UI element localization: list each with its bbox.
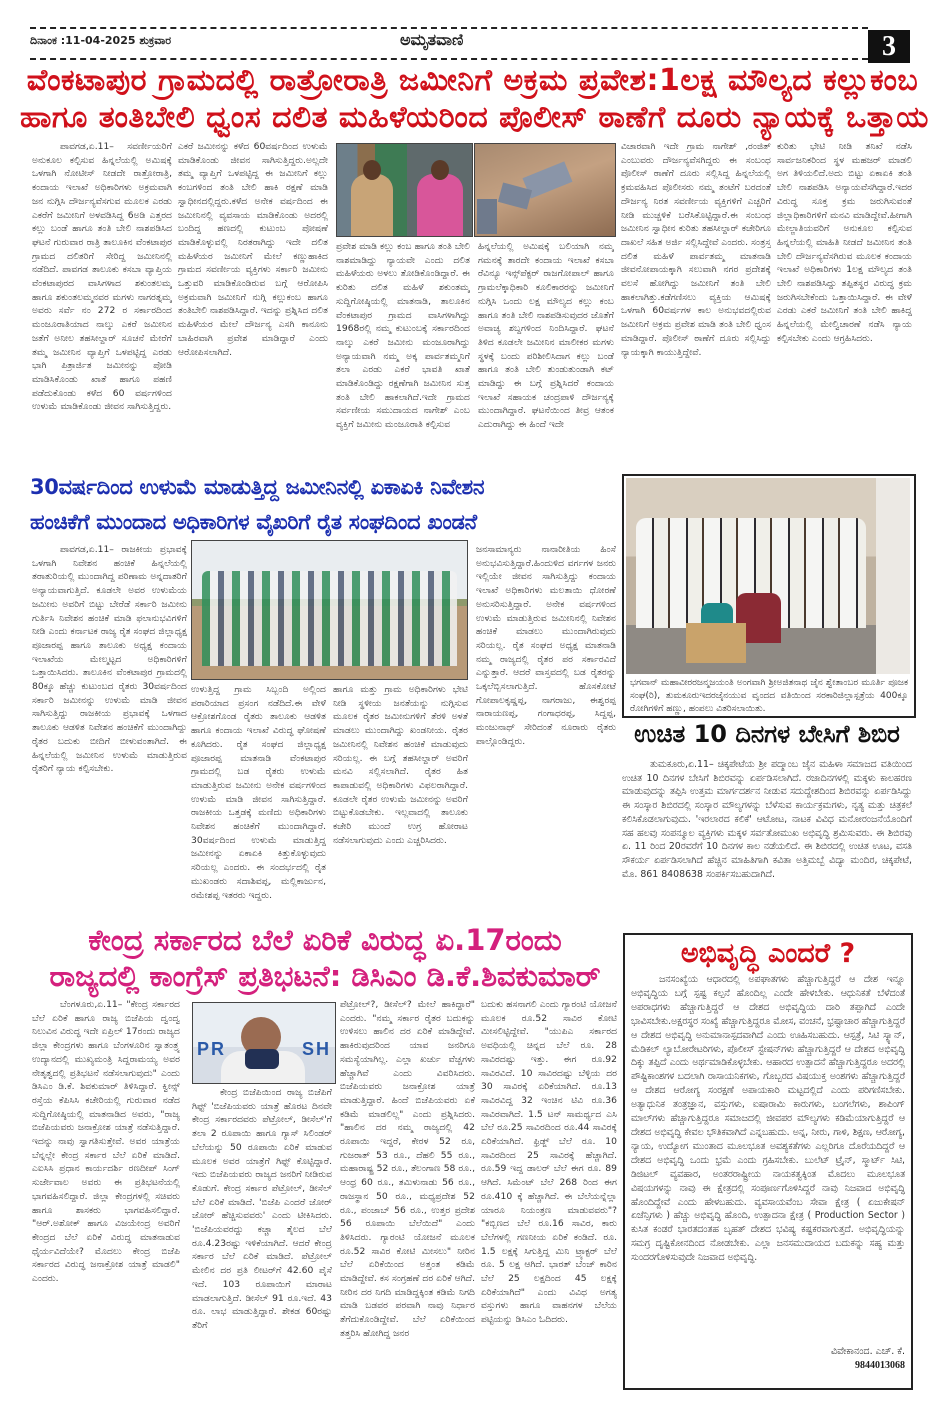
story2-text-2: ಉಳುತ್ತಿದ್ದ ಗ್ರಾಮ ಸಿಬ್ಬಂದಿ ಅಲ್ಲಿಂದ ಪರಾರಿಯಾದ ಪ್ರಸಂಗ ನಡೆದಿದೆ.ಈ ವೇಳೆ ಆಕ್ರೋಶಗೊಂಡ ರೈತರು ತಾಲೂಕು ಆಡಳಿತ ಹಾಗೂ ಕಂದಾಯ ಇಲಾಖೆ ವಿರುದ್ಧ ಘೋಷಣೆ ಕೂಗಿದರು. ರೈತ ಸಂಘದ ಜಿಲ್ಲಾಧ್ಯಕ್ಷ ಪೂಜಾರಪ್ಪ ಮಾತನಾಡಿ ವೆಂಕಟಾಪುರ ಗ್ರಾಮದಲ್ಲಿ ಬಡ ರೈತರು ಉಳುಮೆ ಮಾಡುತ್ತಿರುವ ಜಮೀನು ಅನೇಕ ವರ್ಷಗಳಿಂದ ಉಳುಮೆ ಮಾಡಿ ಜೀವನ ಸಾಗಿಸುತ್ತಿದ್ದಾರೆ. ರಾಜಕೀಯ ಒತ್ತಡಕ್ಕೆ ಮಣಿದು ಅಧಿಕಾರಿಗಳು ನಿವೇಶನ ಹಂಚಿಕೆಗೆ ಮುಂದಾಗಿದ್ದಾರೆ. 30ವರ್ಷದಿಂದ ಉಳುಮೆ ಮಾಡುತ್ತಿದ್ದ ಜಮೀನನ್ನು ಏಕಾಏಕಿ ಕಿತ್ತುಕೊಳ್ಳುವುದು ಸರಿಯಲ್ಲ ಎಂದರು. ಈ ಸಂದರ್ಭದಲ್ಲಿ ರೈತ ಮುಖಂಡರು ಸದಾಶಿವಪ್ಪ, ಮಲ್ಲಿಕಾರ್ಜುನ, ರಮೇಶಪ್ಪ ಇತರರು ಇದ್ದರು.: [191, 684, 326, 901]
photo-backdrop-letters-left: PR: [197, 1039, 227, 1059]
page-number: 3: [868, 30, 910, 63]
issue-date: ದಿನಾಂಕ :11-04-2025 ಶುಕ್ರವಾರ: [30, 34, 172, 47]
story3-headline-line2: ರಾಜ್ಯದಲ್ಲಿ ಕಾಂಗ್ರೆಸ್ ಪ್ರತಿಭಟನೆ: ಡಿಸಿಎಂ ಡಿ.ಕೆ.ಶಿವಕುಮಾರ್: [49, 959, 601, 993]
photo-backdrop-letters-right: SH: [301, 1039, 331, 1059]
story1-column-1: [32, 140, 172, 465]
story3-column-2: [192, 1086, 332, 1403]
photo-figure-1: [351, 174, 393, 236]
editorial-body: [631, 973, 905, 1345]
photo-wall: [876, 478, 910, 674]
story3-text-4: ಬದುಕು ಹಸನಾಗಲಿ ಎಂದು ಗ್ಯಾರಂಟಿ ಯೋಜನೆ ಮೂಲಕ ರೂ.52 ಸಾವಿರ ಕೋಟಿ ಮೀಸಲಿಟ್ಟಿದ್ದೇವೆ. "ಯುಪಿಎ ಸರ್ಕಾರದ ಅವಧಿಯಲ್ಲಿ ಚಿನ್ನದ ಬೆಲೆ ರೂ. 28 ಸಾವಿರದಷ್ಟು ಇತ್ತು. ಈಗ ರೂ.92 ಸಾವಿರವಿದೆ. 10 ಸಾವಿರದಷ್ಟು ಬೆಳ್ಳಿಯ ದರ 30 ಸಾವಿರಕ್ಕೆ ಏರಿಕೆಯಾಗಿದೆ. ರೂ.13 ಸಾವಿರವಿದ್ದ 32 ಇಂಚಿನ ಟಿವಿ ರೂ.36 ಸಾವಿರವಾಗಿದೆ. 1.5 ಟನ್ ಸಾಮರ್ಥ್ಯದ ಎಸಿ ಬೆಲೆ ರೂ.25 ಸಾವಿರದಿಂದ ರೂ.44 ಸಾವಿರಕ್ಕೆ ಏರಿಕೆಯಾಗಿದೆ. ಫ್ರಿಡ್ಜ್ ಬೆಲೆ ರೂ. 10 ಸಾವಿರದಿಂದ 25 ಸಾವಿರಕ್ಕೆ ಹೆಚ್ಚಾಗಿದೆ. ರೂ.59 ಇದ್ದ ಡಾಲರ್ ಬೆಲೆ ಈಗ ರೂ. 89 ಆಗಿದೆ. ಸಿಮೆಂಟ್ ಬೆಲೆ 268 ರಿಂದ ಈಗ ರೂ.410 ಕ್ಕೆ ಹೆಚ್ಚಾಗಿದೆ. ಈ ಬೆಲೆಯನ್ನೆಲ್ಲಾ ಯಾರೂ ನಿಯಂತ್ರಣ ಮಾಡುವವರು"? "ಕಬ್ಬಿಣದ ಬೆಲೆ ರೂ.16 ಸಾವಿರ, ಕಾರು ಬೆಲೆಗಳಲ್ಲಿ ಗಣನೀಯ ಏರಿಕೆ ಕಂಡಿದೆ. ರೂ. 1.5 ಲಕ್ಷಕ್ಕೆ ಸಿಗುತ್ತಿದ್ದ ಮಿನಿ ಟ್ರ್ಯಾಕ್ಟರ್ ಬೆಲೆ ರೂ. 5 ಲಕ್ಷ ಆಗಿದೆ. ಭಾರತ್ ಬೆಂಜ್ ಕಾರಿನ ಬೆಲೆ 25 ಲಕ್ಷದಿಂದ 45 ಲಕ್ಷಕ್ಕೆ ಏರಿಕೆಯಾಗಿದೆ" ಎಂದು ವಿವಿಧ ಅಗತ್ಯ ವಸ್ತುಗಳು ಹಾಗೂ ವಾಹನಗಳ ಬೆಲೆಯ ಪಟ್ಟಿಯನ್ನು ಡಿಸಿಎಂ ಓದಿದರು.: [481, 999, 617, 1326]
photo-figure-2-head: [431, 160, 449, 180]
story2-headline-line2: ಹಂಚಿಕೆಗೆ ಮುಂದಾದ ಅಧಿಕಾರಿಗಳ ವೈಖರಿಗೆ ರೈತ ಸಂಘದಿಂದ ಖಂಡನೆ: [30, 510, 477, 534]
editorial-box: [623, 933, 913, 1390]
story3-text-1: ಬೆಂಗಳೂರು,ಏ.11– "ಕೇಂದ್ರ ಸರ್ಕಾರದ ಬೆಲೆ ಏರಿಕೆ ಹಾಗೂ ರಾಜ್ಯ ಬಿಜೆಪಿಯ ದ್ವಂದ್ವ ನಿಲುವಿನ ವಿರುದ್ಧ ಇದೇ ಏಪ್ರಿಲ್ 17ರಂದು ರಾಜ್ಯದ ಜಿಲ್ಲಾ ಕೇಂದ್ರಗಳು ಹಾಗೂ ಬೆಂಗಳೂರಿನ ಸ್ವಾತಂತ್ರ್ಯ ಉದ್ಯಾನದಲ್ಲಿ ಮುಖ್ಯಮಂತ್ರಿ ಸಿದ್ದರಾಮಯ್ಯ ಅವರ ನೇತೃತ್ವದಲ್ಲಿ ಪ್ರತಿಭಟನೆ ನಡೆಸಲಾಗುವುದು" ಎಂದು ಡಿಸಿಎಂ ಡಿ.ಕೆ. ಶಿವಕುಮಾರ್ ತಿಳಿಸಿದ್ದಾರೆ. ಕ್ವೀನ್ಸ್ ರಸ್ತೆಯ ಕೆಪಿಸಿಸಿ ಕಚೇರಿಯಲ್ಲಿ ಗುರುವಾರ ನಡೆದ ಸುದ್ದಿಗೋಷ್ಠಿಯಲ್ಲಿ ಮಾತನಾಡಿದ ಅವರು, "ರಾಜ್ಯ ಬಿಜೆಪಿಯವರು ಜನಾಕ್ರೋಶ ಯಾತ್ರೆ ನಡೆಸುತ್ತಿದ್ದಾರೆ. ಇದನ್ನು ನಾವು ಸ್ವಾಗತಿಸುತ್ತೇವೆ. ಅವರ ಯಾತ್ರೆಯ ಬೆನ್ನಲ್ಲೇ ಕೇಂದ್ರ ಸರ್ಕಾರ ಬೆಲೆ ಏರಿಕೆ ಮಾಡಿದೆ. ಎಐಸಿಸಿ ಪ್ರಧಾನ ಕಾರ್ಯದರ್ಶಿ ರಣದೀಪ್ ಸಿಂಗ್ ಸುರ್ಜೇವಾಲ ಅವರು ಈ ಪ್ರತಿಭಟನೆಯಲ್ಲಿ ಭಾಗವಹಿಸಲಿದ್ದಾರೆ. ಜಿಲ್ಲಾ ಕೇಂದ್ರಗಳಲ್ಲಿ ಸಚಿವರು ಹಾಗೂ ಶಾಸಕರು ಭಾಗವಹಿಸಲಿದ್ದಾರೆ. "ಆರ್.ಅಶೋಕ್ ಹಾಗೂ ವಿಜಯೇಂದ್ರ ಅವರಿಗೆ ಕೇಂದ್ರದ ಬೆಲೆ ಏರಿಕೆ ವಿರುದ್ಧ ಮಾತನಾಡುವ ಧೈರ್ಯವಿದೆಯೇ? ಮೊದಲು ಕೇಂದ್ರ ಬಿಜೆಪಿ ಸರ್ಕಾರದ ವಿರುದ್ಧ ಜನಾಕ್ರೋಶ ಯಾತ್ರೆ ಮಾಡಲಿ" ಎಂದರು.: [32, 999, 180, 1285]
editorial-author: ವಿವೇಕಾನಂದ. ಎಚ್. ಕೆ.: [830, 1346, 905, 1357]
masthead: ಅಮೃತವಾಣಿ: [400, 30, 464, 49]
story1-text-5: ವಿಚಾರವಾಗಿ ಇದೇ ಗ್ರಾಮ ನಾಗೇಶ್ ,ರಂಜಿತ್ ಎಂಬುವರು ದೌರ್ಜನ್ಯವೆಸಗಿದ್ದರು ಈ ಸಂಬಂಧ ಪೊಲೀಸ್ ಠಾಣೆಗೆ ದೂರು ಸಲ್ಲಿಸಿದ್ದ ಹಿನ್ನಲೆಯಲ್ಲಿ ಕ್ರಮವಹಿಸಿದ ಪೊಲೀಸರು ನಮ್ಮ ತಂಟೆಗೆ ಬರದಂತೆ ದೌರ್ಜನ್ಯ ನಿರತ ಸವರ್ಣೀಯ ವ್ಯಕ್ತಿಗಳಿಗೆ ಎಚ್ಚರಿಗೆ ನೀಡಿ ಮುಚ್ಚಳಿಕೆ ಬರೆಸಿಕೊಟ್ಟಿದ್ದಾರೆ.ಈ ಸಂಬಂಧ ಜಮೀನಿನ ಸ್ವಾಧೀನ ಕುರಿತು ತಹಸೀಲ್ದಾರ್ ಕಚೇರಿಗೂ ದಾಖಲೆ ಸಹಿತ ಅರ್ಜಿ ಸಲ್ಲಿಸಿದ್ದೇವೆ ಎಂದರು. ಸಂತ್ರಸ್ತ ದಲಿತ ಮಹಿಳೆ ಪಾರ್ವತಮ್ಮ ಮಾತನಾಡಿ ಜೀವನೋಪಾಯಕ್ಕಾಗಿ ಸಲುವಾಗಿ ನಗರ ಪ್ರದೇಶಕ್ಕೆ ವಲಸೆ ಹೋಗಿದ್ದು ಜಮೀನಿಗೆ ತಂತಿ ಬೇಲಿ ಹಾಕಲಾಗಿತ್ತು.ಕಡೆಗಣಿಸಲು ವ್ಯಕ್ತಿಯ ಆಮಿಷಕ್ಕೆ ಒಳಗಾಗಿ 60ವರ್ಷಗಳ ಕಾಲ ಅನುಭವದಲ್ಲಿರುವ ಜಮೀನಿಗೆ ಅಕ್ರಮ ಪ್ರವೇಶ ಮಾಡಿ ತಂತಿ ಬೇಲಿ ಧ್ವಂಸ ಮಾಡಿದ್ದಾರೆ. ಪೊಲೀಸ್ ಠಾಣೆಗೆ ದೂರು ಸಲ್ಲಿಸಿದ್ದು ನ್ಯಾಯಕ್ಕಾಗಿ ಕಾಯುತ್ತಿದ್ದೇವೆ.: [621, 141, 771, 358]
group-photo-box: [622, 474, 916, 718]
story3-column-1: [32, 998, 180, 1403]
header-rule-top: [30, 27, 868, 29]
story1-text-2: ಎಕರೆ ಜಮೀನನ್ನು ಕಳೆದ 60ವರ್ಷದಿಂದ ಉಳುಮೆ ಮಾಡಿಕೊಂಡು ಜೀವನ ಸಾಗಿಸುತ್ತಿದ್ದರು.ಅಲ್ಲದೇ ತಮ್ಮ ವ್ಯಾಪ್ತಿಗೆ ಒಳಪಟ್ಟಿದ್ದ ಈ ಜಮೀನಿಗೆ ಕಲ್ಲು ಕಂಬಗಳಿಂದ ತಂತಿ ಬೇಲಿ ಹಾಕಿ ರಕ್ಷಣೆ ಮಾಡಿ ಸ್ವಾಧೀನದಲ್ಲಿದ್ದರು.ಕಳೆದ ಅನೇಕ ವರ್ಷದಿಂದ ಈ ಜಮೀನಿನಲ್ಲಿ ವ್ಯವಸಾಯ ಮಾಡಿಕೊಂಡು ಅದರಲ್ಲಿ ಬಂದಿದ್ದ ಹಣದಲ್ಲಿ ಕುಟುಂಬ ಪೋಷಣೆ ಮಾಡಿಕೊಳ್ಳುವಲ್ಲಿ ನಿರತರಾಗಿದ್ದು ಇದೇ ದಲಿತ ಮಹಿಳೆಯರ ಜಮೀನಿಗೆ ಮೇಲೆ ಕಣ್ಣುಹಾಕಿದ ಗ್ರಾಮದ ಸವರ್ಣೀಯ ವ್ಯಕ್ತಿಗಳು ಸರ್ಕಾರಿ ಜಮೀನು ಒತ್ತುವರಿ ಮಾಡಿಕೊಂಡಿರುವ ಬಗ್ಗೆ ಆರೋಪಿಸಿ ಅಕ್ರಮವಾಗಿ ಜಮೀನಿಗೆ ನುಗ್ಗಿ ಕಲ್ಲುಕಂಬ ಹಾಗೂ ತಂತಿಬೇಲಿ ನಾಶಪಡಿಸಿದ್ದಾರೆ. ಇದನ್ನು ಪ್ರಶ್ನಿಸಿದ ದಲಿತ ಮಹಿಳೆಯರ ಮೇಲೆ ದೌರ್ಜನ್ಯ ಎಸಗಿ ಕಾನೂನು ಬಾಹಿರವಾಗಿ ಪ್ರವೇಶ ಮಾಡಿದ್ದಾರೆ ಎಂದು ಆರೋಪಿಸಲಾಗಿದೆ.: [178, 141, 328, 358]
story1-column-3: [336, 240, 470, 465]
camp-body: [622, 758, 912, 923]
camp-text: ತುಮಕೂರು,ಏ.11– ಚಿಕ್ಕಪೇಟೆಯ ಶ್ರೀ ಪದ್ಮಾಂಬ ಜೈನ ಮಹಿಳಾ ಸಮಾಜದ ವತಿಯಿಂದ ಉಚಿತ 10 ದಿನಗಳ ಬೇಸಿಗೆ ಶಿಬಿರವನ್ನು ಏರ್ಪಡಿಸಲಾಗಿದೆ. ರಜಾದಿನಗಳಲ್ಲಿ ಮಕ್ಕಳು ಕಾಲಹರಣ ಮಾಡುವುದನ್ನು ತಪ್ಪಿಸಿ ಉತ್ತಮ ಮಾರ್ಗದರ್ಶನ ನೀಡುವ ಸದುದ್ದೇಶದಿಂದ ಶಿಬಿರವನ್ನು ಏರ್ಪಡಿಸಿದ್ದು ಈ ಸಂಸ್ಕಾರ ಶಿಬಿರದಲ್ಲಿ ಸಂಸ್ಕಾರ ಮೌಲ್ಯಗಳನ್ನು ಬೆಳೆಸುವ ಕಾರ್ಯಕ್ರಮಗಳು, ನೃತ್ಯ ಮತ್ತು ಚಿತ್ರಕಲೆ ಕಲಿಸಿಕೊಡಲಾಗುವುದು. 'ಇರಲಾರದ ಕಲಿಕೆ' ಆಟೋಟ, ನಾಟಕ ವಿವಿಧ ಮನೋರಂಜನೆಯೊಂದಿಗೆ ಸಹ ಹಲವು ಸಂಪನ್ಮೂಲ ವ್ಯಕ್ತಿಗಳು ಮಕ್ಕಳ ಸರ್ವತೋಮುಖ ಅಭಿವೃದ್ಧಿ ಶ್ರಮಿಸುವರು. ಈ ಶಿಬಿರವು ಏ. 11 ರಿಂದ 20ರವರೆಗೆ 10 ದಿನಗಳ ಕಾಲ ನಡೆಯಲಿದೆ. ಈ ಶಿಬಿರದಲ್ಲಿ ಉಚಿತ ಊಟ, ವಸತಿ ಸೌಕರ್ಯ ಏರ್ಪಡಿಸಲಾಗಿದೆ ಹೆಚ್ಚಿನ ಮಾಹಿತಿಗಾಗಿ ಕವಿತಾ ಅತ್ತಿಮಬ್ಬೆ ವಿದ್ಯಾ ಮಂದಿರ, ಚಿಕ್ಕಪೇಟೆ, ಮೊ. 861 8408638 ಸಂಪರ್ಕಿಸಬಹುದಾಗಿದೆ.: [622, 759, 912, 880]
photo-farmers-protest: [191, 540, 468, 680]
story3-column-4: [481, 998, 617, 1403]
photo-figure-1-head: [363, 160, 381, 180]
story1-text-1: ಪಾವಗಡ,ಏ.11– ಸವರ್ಣೀಯರಿಗೆ ಅನುಕೂಲ ಕಲ್ಪಿಸುವ ಹಿನ್ನಲೆಯಲ್ಲಿ ಅಮಿಷಕ್ಕೆ ಒಳಗಾಗಿ ನೋಟೀಸ್ ನೀಡದೇ ರಾತ್ರೋರಾತ್ರಿ, ಕಂದಾಯ ಇಲಾಖೆ ಅಧಿಕಾರಿಗಳು ಅಕ್ರಮವಾಗಿ ಜನ ನುಗ್ಗಿಸಿ ದೌರ್ಜನ್ಯವೆಸಗುವ ಮೂಲಕ ಎರಡು ಎಕರೆಗೆ ಜಮೀನಿಗೆ ಅಳವಡಿಸಿದ್ದ 6ಅಡಿ ಎತ್ತರದ ಕಲ್ಲು ಬಂಡೆ ಹಾಗೂ ತಂತಿ ಬೇಲಿ ನಾಶಪಡಿಸಿದ ಘಟನೆ ಗುರುವಾರ ರಾತ್ರಿ ತಾಲೂಕಿನ ವೆಂಕಟಾಪುರ ಗ್ರಾಮದ ದಲಿತರಿಗೆ ಸೇರಿದ್ದ ಜಮೀನಿನಲ್ಲಿ ನಡೆದಿದೆ. ಪಾವಗಡ ತಾಲೂಕು ಕಸಬಾ ವ್ಯಾಪ್ತಿಯ ವೆಂಕಟಾಪುರದ ವಾಸಿಗಳಾದ ಶಕುಂತಲಮ್ಮ ಹಾಗೂ ಶಕುಂತಲಮ್ಮನವರ ಮಗಳು ನಾಗರತ್ನಮ್ಮ ಅವರು ಸರ್ವೆ ನಂ 272 ರ ಸರ್ಕಾರದಿಂದ ಮಂಜೂರಾತಿಯಾದ ನಾಲ್ಕು ಎಕರೆ ಜಮೀನಿನ ಜತೆಗೆ ಅನೀಲ ತಹಸೀಲ್ದಾರ್ ಸೂಚನೆ ಮೇರೆಗೆ ತಮ್ಮ ಜಮೀನಿನ ವ್ಯಾಪ್ತಿಗೆ ಒಳಪಟ್ಟಿದ್ದ ಎರಡು ಭಾಗಿ ಪಿತ್ರಾರ್ಜಿತ ಜಮೀನನ್ನು ಪೋಡಿ ಮಾಡಿಸಿಕೊಂಡು ಖಾತೆ ಹಾಗೂ ಪಹಣಿ ಪಡೆದುಕೊಂಡು ಕಳೆದ 60 ವರ್ಷಗಳಿಂದ ಉಳುಮೆ ಮಾಡಿಕೊಂಡು ಜೀವನ ಸಾಗಿಸುತ್ತಿದ್ದರು.: [32, 141, 172, 413]
story3-headline-line1: ಕೇಂದ್ರ ಸರ್ಕಾರದ ಬೆಲೆ ಏರಿಕೆ ವಿರುದ್ಧ ಏ.17ರಂದು: [88, 923, 562, 957]
story2-column-2: [191, 683, 326, 918]
story2-headline-line1: 30ವರ್ಷದಿಂದ ಉಳುಮೆ ಮಾಡುತ್ತಿದ್ದ ಜಮೀನಿನಲ್ಲಿ ಏಕಾಏಕಿ ನಿವೇಶನ: [30, 475, 485, 499]
photo-crowd: [202, 571, 457, 666]
story2-text-3: ಹಾಗೂ ಮತ್ತು ಗ್ರಾಮ ಅಧಿಕಾರಿಗಳು ಭೇಟಿ ನೀಡಿ ಸ್ಥಳೀಯ ಜನತೆಯನ್ನು ನುಗ್ಗಿಸುವ ಮೂಲಕ ರೈತರ ಜಮೀನುಗಳಿಗೆ ತೆರಳಿ ಅಳತೆ ಮಾಡಲು ಮುಂದಾಗಿದ್ದು ಖಂಡನೀಯ. ರೈತರ ಜಮೀನಿನಲ್ಲಿ ನಿವೇಶನ ಹಂಚಿಕೆ ಮಾಡುವುದು ಸರಿಯಲ್ಲ. ಈ ಬಗ್ಗೆ ತಹಸೀಲ್ದಾರ್ ಅವರಿಗೆ ಮನವಿ ಸಲ್ಲಿಸಲಾಗಿದೆ. ರೈತರ ಹಿತ ಕಾಪಾಡುವಲ್ಲಿ ಅಧಿಕಾರಿಗಳು ವಿಫಲರಾಗಿದ್ದಾರೆ. ಕೂಡಲೇ ರೈತರ ಉಳುಮೆ ಜಮೀನನ್ನು ಅವರಿಗೆ ಬಿಟ್ಟುಕೊಡಬೇಕು. ಇಲ್ಲವಾದಲ್ಲಿ ತಾಲೂಕು ಕಚೇರಿ ಮುಂದೆ ಉಗ್ರ ಹೋರಾಟ ನಡೆಸಲಾಗುವುದು ಎಂದು ಎಚ್ಚರಿಸಿದರು.: [333, 684, 468, 846]
story1-column-6: [777, 140, 912, 465]
header-rule-bottom: [30, 58, 868, 60]
story2-text-4: ಜನಸಾಮಾನ್ಯರು ನಾನಾರೀತಿಯ ಹಿಂಸೆ ಅನುಭವಿಸುತ್ತಿದ್ದಾರೆ.ಹಿಂದುಳಿದ ವರ್ಗಗಳ ಜನರು ಇಲ್ಲಿಯೇ ಜೀವನ ಸಾಗಿಸುತ್ತಿದ್ದು ಕಂದಾಯ ಇಲಾಖೆ ಅಧಿಕಾರಿಗಳು ಮಲತಾಯಿ ಧೋರಣೆ ಅನುಸರಿಸುತ್ತಿದ್ದಾರೆ. ಅನೇಕ ವರ್ಷಗಳಿಂದ ಉಳುಮೆ ಮಾಡುತ್ತಿರುವ ಜಮೀನಿನಲ್ಲಿ ನಿವೇಶನ ಹಂಚಿಕೆ ಮಾಡಲು ಮುಂದಾಗಿರುವುದು ಸರಿಯಲ್ಲ. ರೈತ ಸಂಘದ ಅಧ್ಯಕ್ಷ ಮಾತನಾಡಿ ನಮ್ಮ ರಾಜ್ಯದಲ್ಲಿ ರೈತರ ಪರ ಸರ್ಕಾರವಿದೆ ಎನ್ನುತ್ತಾರೆ. ಆದರೆ ವಾಸ್ತವದಲ್ಲಿ ಬಡ ರೈತರನ್ನು ಒಕ್ಕಲೆಬ್ಬಿಸಲಾಗುತ್ತಿದೆ. ಹೊಸಕೋಟೆ ಗೋಪಾಲಕೃಷ್ಣಪ್ಪ, ನಾಗರಾಜು, ಈಶ್ವರಪ್ಪ ನಾರಾಯಣಪ್ಪ, ಗಂಗಾಧರಪ್ಪ, ಸಿದ್ದಪ್ಪ, ಮಂಜುನಾಥ್ ಸೇರಿದಂತೆ ನೂರಾರು ರೈತರು ಪಾಲ್ಗೊಂಡಿದ್ದರು.: [476, 544, 616, 747]
group-photo-caption: ಭಗವಾನ್ ಮಹಾವೀರರಜನ್ಮಜಯಂತಿ ಅಂಗವಾಗಿ ಶ್ರೀಅಜಿತನಾಥ ಜೈನ ಶ್ವೇತಾಂಬರ ಮೂರ್ತಿ ಪೂಜಕ ಸಂಘ(ರಿ), ತುಮಕೂರುಇದರಜೈನಯುವ ವೃಂದದ ವತಿಯಿಂದ ಸರಕಾರಿಜಿಲ್ಲಾಸ್ಪತ್ರೆಯ 400ಕ್ಕೂ ರೋಗಿಗಳಿಗೆ ಹಣ್ಣು, ಹಂಪಲು ವಿತರಿಸಲಾಯಿತು.: [630, 678, 908, 714]
story1-column-2: [178, 140, 328, 465]
story1-headline-line2: ಹಾಗೂ ತಂತಿಬೇಲಿ ಧ್ವಂಸ ದಲಿತ ಮಹಿಳೆಯರಿಂದ ಪೊಲೀಸ್ ಠಾಣೆಗೆ ದೂರು ನ್ಯಾಯಕ್ಕೆ ಒತ್ತಾಯ: [20, 100, 929, 135]
story3-column-3: [340, 998, 475, 1403]
editorial-text: ಜನಸಂಖ್ಯೆಯ ಆಧಾರದಲ್ಲಿ ಅಪಘಾತಗಳು ಹೆಚ್ಚಾಗುತ್ತಿದ್ದರೆ ಆ ದೇಶ ಇನ್ನೂ ಅಭಿವೃದ್ಧಿಯ ಬಗ್ಗೆ ಸ್ಪಷ್ಟ ಕಲ್ಪನೆ ಹೊಂದಿಲ್ಲ ಎಂದೇ ಹೇಳಬೇಕು. ಆಧುನಿಕತೆ ಬೆಳೆದಂತೆ ಅಪರಾಧಗಳು ಹೆಚ್ಚಾಗುತ್ತಿದ್ದರೆ ಆ ದೇಶದ ಅಭಿವೃದ್ಧಿಯ ದಾರಿ ತಪ್ಪಾಗಿದೆ ಎಂದೇ ಭಾವಿಸಬೇಕು.ಅಕ್ಷರಸ್ಥರ ಸಂಖ್ಯೆ ಹೆಚ್ಚಾಗುತ್ತಿದ್ದರೂ ಮೋಸ, ವಂಚನೆ, ಭ್ರಷ್ಟಾಚಾರ ಹೆಚ್ಚಾಗುತ್ತಿದ್ದರೆ ಆ ದೇಶದ ಅಭಿವೃದ್ಧಿ ಅನುಮಾನಾಸ್ಪದವಾಗಿದೆ ಎಂದು ಊಹಿಸಬಹುದು. ಆಸ್ಪತ್ರೆ, ಸಿಟಿ ಸ್ಕ್ಯಾನ್, ಮೆಡಿಕಲ್ ಲ್ಯಾಬೋರೇಟರಿಗಳು, ಪೊಲೀಸ್ ಸ್ಟೇಷನ್‌ಗಳು ಹೆಚ್ಚಾಗುತ್ತಿದ್ದರೆ ಆ ದೇಶದ ಅಭಿವೃದ್ಧಿ ದಿಕ್ಕು ತಪ್ಪಿದೆ ಎಂದು ಅರ್ಥಮಾಡಿಕೊಳ್ಳಬೇಕು. ಆಹಾರದ ಉತ್ಪಾದನೆ ಹೆಚ್ಚಾಗುತ್ತಿದ್ದರೂ ಅದರಲ್ಲಿ ಪೌಷ್ಟಿಕಾಂಶಗಳ ಬದಲಾಗಿ ರಾಸಾಯನಿಕಗಳು, ಗೊಬ್ಬರದ ವಿಷಯುಕ್ತ ಅಂಶಗಳು ಹೆಚ್ಚಾಗುತ್ತಿದ್ದರೆ ಆ ದೇಶದ ಆರೋಗ್ಯ ಸಂರಕ್ಷಣೆ ಅಪಾಯಕಾರಿ ಮಟ್ಟದಲ್ಲಿದೆ ಎಂದು ಪರಿಗಣಿಸಬೇಕು. ಅತ್ಯಾಧುನಿಕ ತಂತ್ರಜ್ಞಾನ, ವಸ್ತುಗಳು, ಐಷಾರಾಮಿ ಕಾರುಗಳು, ಬಂಗಲೆಗಳು, ಶಾಪಿಂಗ್ ಮಾಲ್‌ಗಳು ಹೆಚ್ಚಾಗುತ್ತಿದ್ದರೂ ಸಮಾಜದಲ್ಲಿ ಜೀವಪರ ಮೌಲ್ಯಗಳು ಕಡಿಮೆಯಾಗುತ್ತಿದ್ದರೆ ಆ ದೇಶದ ಅಭಿವೃದ್ಧಿ ಕೇವಲ ಭೌತಿಕವಾಗಿದೆ ಎನ್ನಬಹುದು. ಅನ್ನ, ನೀರು, ಗಾಳಿ, ಶಿಕ್ಷಣ, ಆರೋಗ್ಯ, ನ್ಯಾಯ, ಉದ್ಯೋಗ ಮುಂತಾದ ಮೂಲಭೂತ ಅವಶ್ಯಕತೆಗಳು ಎಲ್ಲರಿಗೂ ದೊರೆಯದಿದ್ದರೆ ಆ ದೇಶದ ಅಭಿವೃದ್ಧಿ ಒಂದು ಭ್ರಮೆ ಎಂದು ಗ್ರಹಿಸಬೇಕು. ಬುಲೆಟ್ ಟ್ರೈನ್, ಸ್ಮಾರ್ಟ್ ಸಿಟಿ, ಡಿಜಿಟಲ್ ವ್ಯವಹಾರ, ಅಂತರರಾಷ್ಟ್ರೀಯ ನಾಯಕತ್ವಕ್ಕಿಂತ ಮೊದಲು ಮೂಲಭೂತ ವಿಷಯಗಳನ್ನು ನಾವು ಈ ಕ್ಷೇತ್ರದಲ್ಲಿ ಸಂಪೂರ್ಣಗೊಳಿಸಿದ್ದರೆ ನಾವು ನಿಜವಾದ ಅಭಿವೃದ್ಧಿ ಹೊಂದಿದ್ದೇವೆ ಎಂದು ಹೇಳಬಹುದು. ವ್ಯವಸಾಯವೆಂಬ ಸೇವಾ ಕ್ಷೇತ್ರ ( ಏಜುಕೇಷನ್ ಏಜೆನ್ಸಿಗಳು ) ಹೆಚ್ಚು ಅಭಿವೃದ್ಧಿ ಹೊಂದಿ, ಉತ್ಪಾದನಾ ಕ್ಷೇತ್ರ ( Production Sector ) ಕುಸಿತ ಕಂಡರೆ ಭಾರತದಂತಹ ಬೃಹತ್ ದೇಶದ ಭವಿಷ್ಯ ಕಷ್ಟಕರವಾಗುತ್ತದೆ. ಅಭಿವೃದ್ಧಿಯನ್ನು ಸಮಗ್ರ ದೃಷ್ಟಿಕೋನದಿಂದ ನೋಡಬೇಕು. ಎಲ್ಲಾ ಜನಸಮುದಾಯದ ಬದುಕನ್ನು ಸಹ್ಯ ಮತ್ತು ಸುಂದರಗೊಳಿಸುವುದೇ ನಿಜವಾದ ಅಭಿವೃದ್ಧಿ.: [631, 974, 905, 1264]
photo-figure-2: [417, 174, 463, 236]
story2-column-4: [476, 543, 616, 918]
photo-jain-youth-group: [626, 478, 910, 674]
story1-column-4: [478, 240, 614, 465]
editorial-phone: 9844013068: [855, 1360, 905, 1371]
story2-column-1: [32, 543, 187, 918]
photo-dk-shivakumar: [192, 1002, 336, 1084]
story1-text-3: ಪ್ರವೇಶ ಮಾಡಿ ಕಲ್ಲು ಕಂಬ ಹಾಗೂ ತಂತಿ ಬೇಲಿ ನಾಶಮಾಡಿದ್ದು ನ್ಯಾಯವೇ ಎಂದು ದಲಿತ ಮಹಿಳೆಯರು ಅಳಲು ತೋಡಿಕೊಂಡಿದ್ದಾರೆ. ಈ ಕುರಿತು ದಲಿತ ಮಹಿಳೆ ಶಕುಂತಮ್ಮ ಸುದ್ದಿಗೋಷ್ಠಿಯಲ್ಲಿ ಮಾತನಾಡಿ, ತಾಲೂಕಿನ ವೆಂಕಟಾಪುರ ಗ್ರಾಮದ ವಾಸಿಗಳಾಗಿದ್ದು 1968ರಲ್ಲಿ ನಮ್ಮ ಕುಟುಂಬಕ್ಕೆ ಸರ್ಕಾರದಿಂದ ನಾಲ್ಕು ಎಕರೆ ಜಮೀನು ಮಂಜೂರಾಗಿದ್ದು ಅನ್ಯಾಯವಾಗಿ ನಮ್ಮ ಅಕ್ಕ ಪಾರ್ವತಮ್ಮನಿಗೆ ತಲಾ ಎರಡು ಎಕರೆ ಭಾವತಿ ಖಾತೆ ಮಾಡಿಕೊಂಡಿದ್ದು ರಕ್ಷಣೆಗಾಗಿ ಜಮೀನಿನ ಸುತ್ತ ತಂತಿ ಬೇಲಿ ಹಾಕಲಾಗಿದೆ.ಇದೇ ಗ್ರಾಮದ ಸರ್ವಣೀಯ ಸಮುದಾಯದ ನಾಗೇಶ್ ಎಂಬ ವ್ಯಕ್ತಿಗೆ ಜಮೀನು ಮಂಜೂರಾತಿ ಕಲ್ಪಿಸುವ: [336, 241, 470, 431]
camp-headline: ಉಚಿತ 10 ದಿನಗಳ ಬೇಸಿಗೆ ಶಿಬಿರ: [634, 720, 900, 748]
photo-damaged-stone-pillars: [474, 143, 616, 237]
story1-text-4: ಹಿನ್ನಲೆಯಲ್ಲಿ ಅಮಿಷಕ್ಕೆ ಬಲಿಯಾಗಿ ನಮ್ಮ ಗಮನಕ್ಕೆ ತಾರದೇ ಕಂದಾಯ ಇಲಾಖೆ ಕಸಬಾ ರೆವಿನ್ಯೂ ಇನ್ಸ್‌ಪೆಕ್ಟರ್ ರಾಜಗೋಪಾಲ್ ಹಾಗೂ ಗ್ರಾಮಲೆಕ್ಕಾಧಿಕಾರಿ ಕೂಲಿಕಾರರನ್ನು ಜಮೀನಿಗೆ ನುಗ್ಗಿಸಿ ಒಂದು ಲಕ್ಷ ಮೌಲ್ಯದ ಕಲ್ಲು ಕಂಬ ಹಾಗೂ ತಂತಿ ಬೇಲಿ ನಾಶಪಡಿಸುವುದರ ಜೊತೆಗೆ ಅವಾಚ್ಯ ಶಬ್ದಗಳಿಂದ ನಿಂದಿಸಿದ್ದಾರೆ. ಘಟನೆ ತಿಳಿದ ಕೂಡಲೇ ಜಮೀನಿನ ಮಾಲೀಕರ ಮಗಳು ಸ್ಥಳಕ್ಕೆ ಬಂದು ಪರಿಶೀಲಿಸಿದಾಗ ಕಲ್ಲು ಬಂಡೆ ಹಾಗೂ ತಂತಿ ಬೇಲಿ ತುಂಡುತುಂಡಾಗಿ ಕಟ್ ಮಾಡಿದ್ದು ಈ ಬಗ್ಗೆ ಪ್ರಶ್ನಿಸಿದರೆ ಕಂದಾಯ ಇಲಾಖೆ ಸಹಾಯಕ ಚಂದ್ರಪಾಳಿ ದೌರ್ಜನ್ಯಕ್ಕೆ ಮುಂದಾಗಿದ್ದಾರೆ. ಘಟನೆಯಿಂದ ತೀವ್ರ ಆತಂಕ ಎದುರಾಗಿದ್ದು ಈ ಹಿಂದೆ ಇದೇ: [478, 241, 614, 431]
story1-text-6: ಕುರಿತು ಭೇಟಿ ನೀಡಿ ತನಿಖೆ ನಡೆಸಿ ಸಾರ್ವಜನಿಕರಿಂದ ಸ್ಥಳ ಮಹಜರ್ ಮಾಡಲಿ ಅಗ ತಿಳಿಯಲಿದೆ.ಅದು ಬಿಟ್ಟು ಏಕಾಏಕಿ ತಂತಿ ಬೇಲಿ ನಾಶಪಡಿಸಿ ಅನ್ಯಾಯವೆಸಗಿದ್ದಾರೆ.ಇದರ ವಿರುದ್ಧ ಸೂಕ್ತ ಕ್ರಮ ಜರುಗಿಸುವಂತೆ ಜಿಲ್ಲಾಧಿಕಾರಿಗಳಿಗೆ ಮನವಿ ಮಾಡಿದ್ದೇವೆ.ಹೀಗಾಗಿ ಮೇಲ್ಜಾತಿಯವರಿಗೆ ಅನುಕೂಲ ಕಲ್ಪಿಸುವ ಹಿನ್ನಲೆಯಲ್ಲಿ ಮಾಹಿತಿ ನೀಡದೆ ಜಮೀನಿನ ತಂತಿ ಬೇಲಿ ದೌರ್ಜನ್ಯವೆಸಗಿರುವ ಮೂಲಕ ಕಂದಾಯ ಇಲಾಖೆ ಅಧಿಕಾರಿಗಳು 1ಲಕ್ಷ ಮೌಲ್ಯದ ತಂತಿ ಬೇಲಿ ನಾಶಪಡಿಸಿದ್ದು ತಪ್ಪಿತಸ್ಥರ ವಿರುದ್ಧ ಕ್ರಮ ಜರುಗಿಸಬೇಕೆಂದು ಒತ್ತಾಯಿಸಿದ್ದಾರೆ. ಈ ವೇಳೆ ಎರಡು ಎಕರೆ ಜಮೀನಿಗೆ ತಂತಿ ಬೇಲಿ ಹಾಕಿದ್ದ ಹಿನ್ನಲೆಯಲ್ಲಿ ಮೇಲ್ವಿಚಾರಣೆ ನಡೆಸಿ ನ್ಯಾಯ ಕಲ್ಪಿಸಬೇಕು ಎಂದು ಆಗ್ರಹಿಸಿದರು.: [777, 141, 912, 344]
story2-column-3: [333, 683, 468, 918]
photo-person-scarf: [245, 1049, 279, 1069]
story3-text-2: ಕೇಂದ್ರ ಬಿಜೆಪಿಯಿಂದ ರಾಜ್ಯ ಬಿಜೆಪಿಗೆ ಗಿಫ್ಟ್ 'ಬಿಜೆಪಿಯವರು ಯಾತ್ರೆ ಹೊರಟ ದಿನವೇ ಕೇಂದ್ರ ಸರ್ಕಾರದವರು ಪೆಟ್ರೋಲ್, ಡೀಸೆಲ್'ಗೆ ತಲಾ 2 ರೂಪಾಯಿ ಹಾಗೂ ಗ್ಯಾಸ್ ಸಿಲಿಂಡರ್ ಬೆಲೆಯನ್ನು 50 ರೂಪಾಯಿ ಏರಿಕೆ ಮಾಡುವ ಮೂಲಕ ಅವರ ಯಾತ್ರೆಗೆ ಗಿಫ್ಟ್ ಕೊಟ್ಟಿದ್ದಾರೆ. ಇದು ಬಿಜೆಪಿಯವರು ರಾಜ್ಯದ ಜನರಿಗೆ ನೀಡಿರುವ ಕೊಡುಗೆ. ಕೇಂದ್ರ ಸರ್ಕಾರ ಪೆಟ್ರೋಲ್, ಡೀಸೆಲ್ ಬೆಲೆ ಏರಿಕೆ ಮಾಡಿದೆ. 'ಬಿಜೆಪಿ ಎಂದರೆ ಜೋರ್ ಜೋರ್ ಹೆಚ್ಚಿಸುವವರು' ಎಂದು ಟೀಕಿಸಿದರು. 'ಬಿಜೆಪಿಯವರದ್ದು ಕಚ್ಚಾ ತೈಲದ ಬೆಲೆ ರೂ.4.23ರಷ್ಟು ಇಳಿಕೆಯಾಗಿದೆ. ಆದರೆ ಕೇಂದ್ರ ಸರ್ಕಾರ ಬೆಲೆ ಏರಿಕೆ ಮಾಡಿದೆ. ಪೆಟ್ರೋಲ್ ಮೇಲಿನ ದರ ಪ್ರತಿ ಲೀಟರ್‌ಗೆ 42.60 ಪೈಸೆ ಇದೆ. 103 ರೂಪಾಯಿಗೆ ಮಾರಾಟ ಮಾಡಲಾಗುತ್ತಿದೆ. ಡೀಸೆಲ್ 91 ರೂ.ಇದೆ. 43 ರೂ. ಲಾಭ ಮಾಡುತ್ತಿದ್ದಾರೆ. ಶೇಕಡ 60ರಷ್ಟು ತೆರಿಗೆ: [192, 1087, 332, 1331]
photo-pillar-3: [477, 199, 497, 234]
photo-fruit-boxes: [686, 623, 746, 663]
story1-column-5: [621, 140, 771, 465]
story3-text-3: ಪೆಟ್ರೋಲ್?, ಡೀಸೆಲ್? ಮೇಲೆ ಹಾಕಿದ್ದಾರೆ" ಎಂದರು. "ನಮ್ಮ ಸರ್ಕಾರ ರೈತರ ಬದುಕನ್ನು ಉಳಿಸಲು ಹಾಲಿನ ದರ ಏರಿಕೆ ಮಾಡಿದ್ದೇವೆ. ಹಾಕಿರುವುದರಿಂದ ಯಾವ ಜನರಿಗೂ ಸಮಸ್ಯೆಯಾಗಿಲ್ಲ. ಎಲ್ಲಾ ಖರ್ಚು ವೆಚ್ಚಗಳು ಹೆಚ್ಚಾಗಿವೆ ಎಂದು ವಿವರಿಸಿದರು. ಬಿಜೆಪಿಯವರು ಜನಾಕ್ರೋಶ ಯಾತ್ರೆ ಮಾಡುತ್ತಿದ್ದಾರೆ. ಹಿಂದೆ ಬಿಜೆಪಿಯವರು ಏಕೆ ಕಡಿಮೆ ಮಾಡಲಿಲ್ಲ" ಎಂದು ಪ್ರಶ್ನಿಸಿದರು. "ಹಾಲಿನ ದರ ನಮ್ಮ ರಾಜ್ಯದಲ್ಲಿ 42 ರೂಪಾಯಿ ಇದ್ದರೆ, ಕೇರಳ 52 ರೂ, ಗುಜರಾತ್ 53 ರೂ., ದೆಹಲಿ 55 ರೂ., ಮಹಾರಾಷ್ಟ್ರ 52 ರೂ., ತೆಲಂಗಾಣ 58 ರೂ., ಆಂಧ್ರ 60 ರೂ., ತಮಿಳುನಾಡು 56 ರೂ., ರಾಜಸ್ಥಾನ 50 ರೂ., ಮಧ್ಯಪ್ರದೇಶ 52 ರೂ., ಪಂಜಾಬ್ 56 ರೂ., ಉತ್ತರ ಪ್ರದೇಶ 56 ರೂಪಾಯಿ ಬೆಲೆಯಿದೆ" ಎಂದು ತಿಳಿಸಿದರು. ಗ್ಯಾರಂಟಿ ಯೋಜನೆ ಮೂಲಕ ರೂ.52 ಸಾವಿರ ಕೋಟಿ ಮೀಸಲು" ನೀರಿನ ಬೆಲೆ ಏರಿಕೆಯಿಂದ ಅತ್ತಂತ ಕಡಿಮೆ ಮಾಡಿದ್ದೇವೆ. ಕಸ ಸಂಗ್ರಹಣೆ ದರ ಏರಿಕೆ ಆಗಿದೆ. ನೀರಿನ ದರ ನಿಗದಿ ಮಾಡಿದ್ದಕ್ಕಿಂತ ಕಡಿಮೆ ನಿಗದಿ ಮಾಡಿ ಬಡವರ ಪರವಾಗಿ ನಾವು ನಿರ್ಧಾರ ತೆಗೆದುಕೊಂಡಿದ್ದೇವೆ. ಬೆಲೆ ಏರಿಕೆಯಿಂದ ತತ್ತರಿಸಿ ಹೋಗಿದ್ದ ಜನರ: [340, 999, 475, 1339]
story2-text-1: ಪಾವಗಡ,ಏ.11– ರಾಜಕೀಯ ಪ್ರಭಾವಕ್ಕೆ ಒಳಗಾಗಿ ನಿವೇಶನ ಹಂಚಿಕೆ ಹಿನ್ನಲೆಯಲ್ಲಿ ತರಾತುರಿಯಲ್ಲಿ ಮುಂದಾಗಿದ್ದ ಪರಿಣಾಮ ಅನ್ನದಾತರಿಗೆ ಅನ್ಯಾಯವಾಗುತ್ತಿದೆ. ಕೂಡಲೇ ಅವರ ಉಳುಮೆಯ ಜಮೀನು ಅವರಿಗೆ ಬಿಟ್ಟು ಬೇರೆಡೆ ಸರ್ಕಾರಿ ಜಮೀನು ಗುರ್ತಿಸಿ ನಿವೇಶನ ಹಂಚಿಕೆ ಮಾಡಿ ಫಲಾನುಭವಿಗಳಿಗೆ ನೀಡಿ ಎಂದು ಕರ್ನಾಟಕ ರಾಜ್ಯ ರೈತ ಸಂಘದ ಜಿಲ್ಲಾಧ್ಯಕ್ಷ ಪೂಜಾರಪ್ಪ ಹಾಗೂ ತಾಲೂಕು ಅಧ್ಯಕ್ಷ ಕಂದಾಯ ಇಲಾಖೆಯ ಮೇಲ್ಮಟ್ಟದ ಅಧಿಕಾರಿಗಳಿಗೆ ಒತ್ತಾಯಿಸಿದರು. ತಾಲೂಕಿನ ವೆಂಕಟಾಪುರ ಗ್ರಾಮದಲ್ಲಿ 80ಕ್ಕೂ ಹೆಚ್ಚು ಕುಟುಂಬದ ರೈತರು 30ವರ್ಷದಿಂದ ಸರ್ಕಾರಿ ಜಮೀನನ್ನು ಉಳುಮೆ ಮಾಡಿ ಜೀವನ ಸಾಗಿಸುತ್ತಿದ್ದು ರಾಜಕೀಯ ಪ್ರಭಾವಕ್ಕೆ ಒಳಗಾದ ತಾಲೂಕು ಆಡಳಿತ ನಿವೇಶನ ಹಂಚಿಕೆಗೆ ಮುಂದಾಗಿದ್ದು ರೈತರ ಬದುಕು ಬೀದಿಗೆ ಬೀಳುವಂತಾಗಿದೆ. ಈ ಹಿನ್ನಲೆಯಲ್ಲಿ ಜಮೀನಿನ ಉಳುಮೆ ಮಾಡುತ್ತಿರುವ ರೈತರಿಗೆ ನ್ಯಾಯ ಕಲ್ಪಿಸಬೇಕು.: [32, 544, 187, 775]
photo-dalit-women: [336, 143, 473, 237]
editorial-headline: ಅಭಿವೃದ್ಧಿ ಎಂದರೆ ?: [680, 938, 856, 969]
story1-headline-line1: ವೆಂಕಟಾಪುರ ಗ್ರಾಮದಲ್ಲಿ ರಾತ್ರೋರಾತ್ರಿ ಜಮೀನಿಗೆ ಅಕ್ರಮ ಪ್ರವೇಶ:1ಲಕ್ಷ ಮೌಲ್ಯದ ಕಲ್ಲುಕಂಬ: [26, 63, 919, 98]
